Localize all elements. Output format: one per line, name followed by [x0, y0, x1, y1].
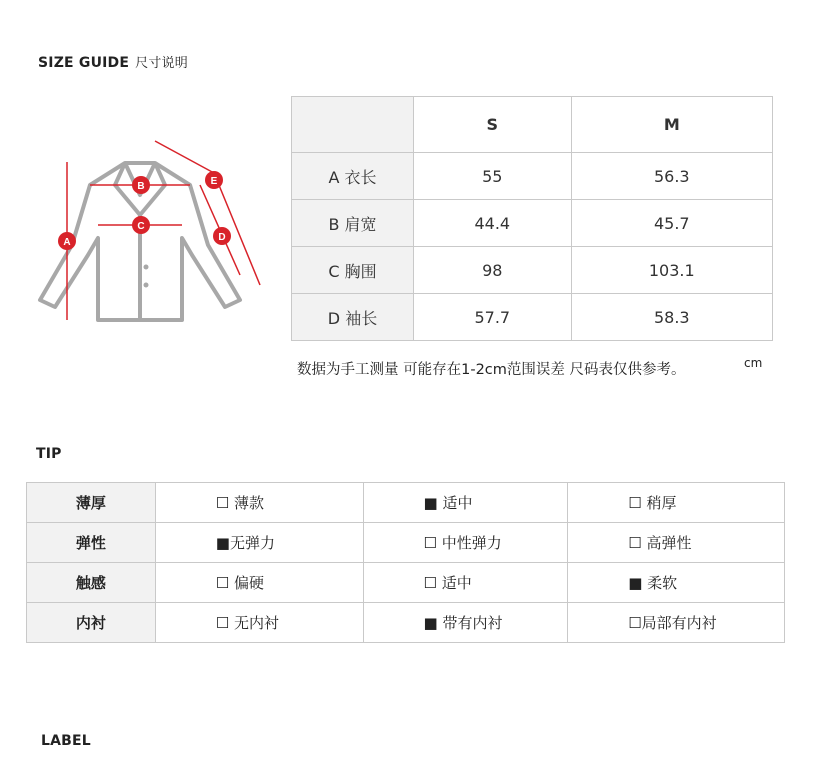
- marker-d-label: D: [218, 232, 226, 243]
- table-row: [292, 294, 773, 341]
- size-table-header: [292, 97, 773, 153]
- tip-row-label: 薄厚: [27, 483, 156, 523]
- tip-heading: TIP: [36, 446, 62, 462]
- size-table-corner: [292, 97, 414, 153]
- size-table: [291, 96, 773, 341]
- tip-option: ☐ 稍厚: [568, 483, 785, 523]
- table-cell: 58.3: [571, 294, 772, 341]
- table-cell: 57.7: [414, 294, 572, 341]
- marker-a-label: A: [63, 237, 71, 248]
- table-row: [27, 483, 785, 523]
- tip-option: ☐ 偏硬: [155, 563, 363, 603]
- label-heading: LABEL: [41, 733, 91, 749]
- size-guide-heading: [38, 52, 188, 71]
- tip-option: ☐ 薄款: [155, 483, 363, 523]
- size-column-m: M: [571, 97, 772, 153]
- size-column-s: S: [414, 97, 572, 153]
- table-row: [27, 563, 785, 603]
- marker-b: [132, 176, 150, 194]
- table-cell: 103.1: [571, 247, 772, 294]
- table-row: [292, 200, 773, 247]
- unit-label: cm: [744, 356, 763, 370]
- marker-c-label: C: [137, 221, 145, 232]
- tip-option: ☐ 无内衬: [155, 603, 363, 643]
- table-row: [27, 523, 785, 563]
- marker-e: [205, 171, 223, 189]
- table-cell: 44.4: [414, 200, 572, 247]
- table-row: [292, 247, 773, 294]
- table-cell: 98: [414, 247, 572, 294]
- tip-option: ☐ 适中: [363, 563, 568, 603]
- table-row: [27, 603, 785, 643]
- row-label: B 肩宽: [292, 200, 414, 247]
- tip-row-label: 弹性: [27, 523, 156, 563]
- marker-d: [213, 227, 231, 245]
- jacket-measurement-diagram: [30, 135, 270, 339]
- size-guide-title: SIZE GUIDE: [38, 55, 130, 71]
- tip-option: ■ 带有内衬: [363, 603, 568, 643]
- tip-table: [26, 482, 785, 643]
- table-cell: 56.3: [571, 153, 772, 200]
- tip-option: ☐ 中性弹力: [363, 523, 568, 563]
- tip-option: ■无弹力: [155, 523, 363, 563]
- marker-a: [58, 232, 76, 250]
- tip-option: ☐ 高弹性: [568, 523, 785, 563]
- tip-option: ■ 适中: [363, 483, 568, 523]
- marker-c: [132, 216, 150, 234]
- marker-b-label: B: [137, 181, 145, 192]
- tip-row-label: 触感: [27, 563, 156, 603]
- tip-option: ■ 柔软: [568, 563, 785, 603]
- marker-e-label: E: [210, 176, 218, 187]
- table-row: [292, 153, 773, 200]
- size-guide-subtitle: 尺寸说明: [135, 56, 188, 71]
- tip-row-label: 内衬: [27, 603, 156, 643]
- row-label: D 袖长: [292, 294, 414, 341]
- table-cell: 55: [414, 153, 572, 200]
- row-label: A 衣长: [292, 153, 414, 200]
- table-cell: 45.7: [571, 200, 772, 247]
- row-label: C 胸围: [292, 247, 414, 294]
- measurement-note: 数据为手工测量 可能存在1-2cm范围误差 尺码表仅供参考。: [297, 362, 686, 378]
- tip-option: ☐局部有内衬: [568, 603, 785, 643]
